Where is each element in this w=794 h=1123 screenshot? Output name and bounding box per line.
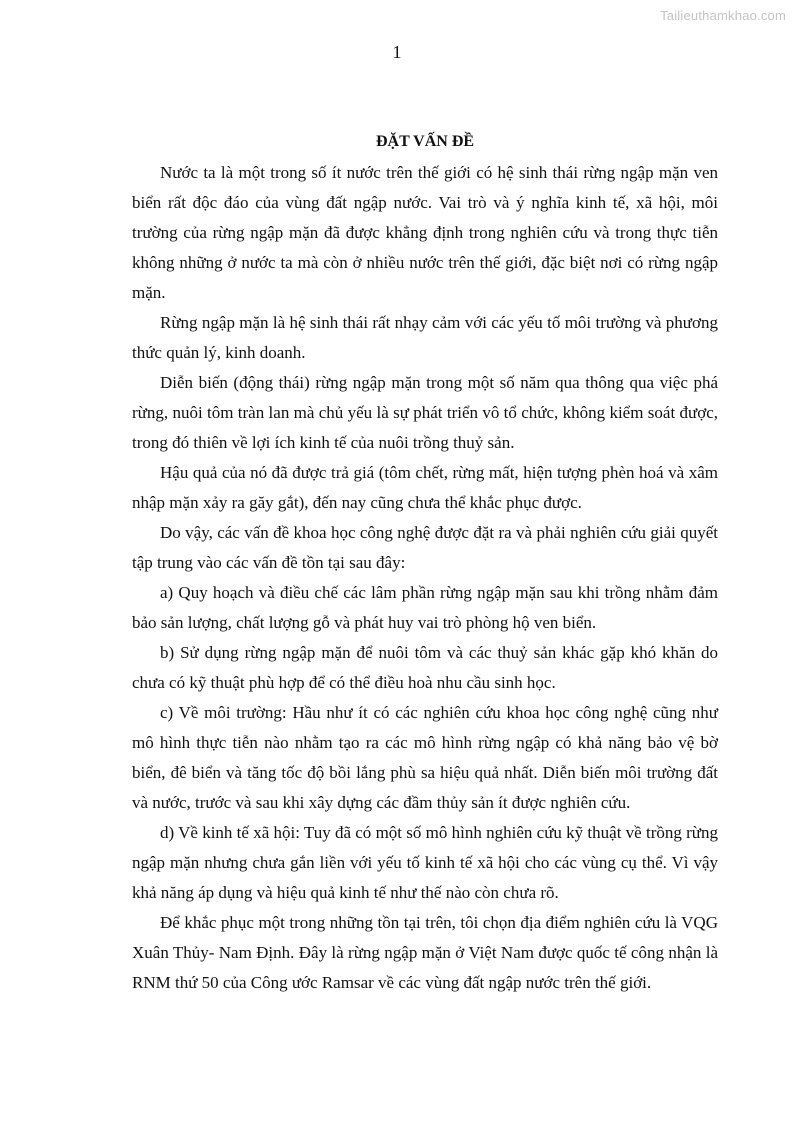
paragraph-intro: Nước ta là một trong số ít nước trên thế giới có hệ sinh thái rừng ngập mặn ven biển rất độc đáo của vùng đất ngập nước. Vai trò và ý nghĩa kinh tế, xã hội, môi trường của rừng ngập mặn đã được khẳng định trong nghiên cứu và trong thực tiễn không những ở nước ta mà còn ở nhiều nước trên thế giới, đặc biệt nơi có rừng ngập mặn.	[132, 163, 718, 302]
paragraph-item-d: d) Về kinh tế xã hội: Tuy đã có một số mô hình nghiên cứu kỹ thuật về trồng rừng ngập mặn nhưng chưa gắn liền với yếu tố kinh tế xã hội cho các vùng cụ thể. Vì vậy khả năng áp dụng và hiệu quả kinh tế như thế nào còn chưa rõ.	[132, 823, 718, 902]
paragraph-item-c: c) Về môi trường: Hầu như ít có các nghiên cứu khoa học công nghệ cũng như mô hình thực tiễn nào nhằm tạo ra các mô hình rừng ngập có khả năng bảo vệ bờ biển, đê biển và tăng tốc độ bồi lắng phù sa hiệu quả nhất. Diễn biến môi trường đất và nước, trước và sau khi xây dựng các đầm thủy sản ít được nghiên cứu.	[132, 703, 718, 812]
paragraph-study-site: Để khắc phục một trong những tồn tại trên, tôi chọn địa điểm nghiên cứu là VQG Xuân Thủy- Nam Định. Đây là rừng ngập mặn ở Việt Nam được quốc tế công nhận là RNM thứ 50 của Công ước Ramsar về các vùng đất ngập nước trên thế giới.	[132, 913, 718, 992]
paragraph-item-a: a) Quy hoạch và điều chế các lâm phần rừng ngập mặn sau khi trồng nhằm đảm bảo sản lượng, chất lượng gỗ và phát huy vai trò phòng hộ ven biển.	[132, 583, 718, 632]
paragraph-dynamics: Diễn biến (động thái) rừng ngập mặn trong một số năm qua thông qua việc phá rừng, nuôi tôm tràn lan mà chủ yếu là sự phát triển vô tổ chức, không kiểm soát được, trong đó thiên về lợi ích kinh tế của nuôi trồng thuỷ sản.	[132, 373, 718, 452]
paragraph-item-b: b) Sử dụng rừng ngập mặn để nuôi tôm và các thuỷ sản khác gặp khó khăn do chưa có kỹ thuật phù hợp để có thể điều hoà nhu cầu sinh học.	[132, 643, 718, 692]
paragraph-sensitivity: Rừng ngập mặn là hệ sinh thái rất nhạy cảm với các yếu tố môi trường và phương thức quản lý, kinh doanh.	[132, 313, 718, 362]
paragraph-consequences: Hậu quả của nó đã được trả giá (tôm chết, rừng mất, hiện tượng phèn hoá và xâm nhập mặn xảy ra găy gắt), đến nay cũng chưa thể khắc phục được.	[132, 463, 718, 512]
section-title: ĐẶT VẤN ĐỀ	[375, 133, 475, 150]
page-number: 1	[392, 42, 402, 62]
document-body	[132, 132, 718, 998]
paragraph-research-issues: Do vậy, các vấn đề khoa học công nghệ được đặt ra và phải nghiên cứu giải quyết tập trung vào các vấn đề tồn tại sau đây:	[132, 523, 718, 572]
watermark-text: Tailieuthamkhao.com	[660, 8, 786, 23]
